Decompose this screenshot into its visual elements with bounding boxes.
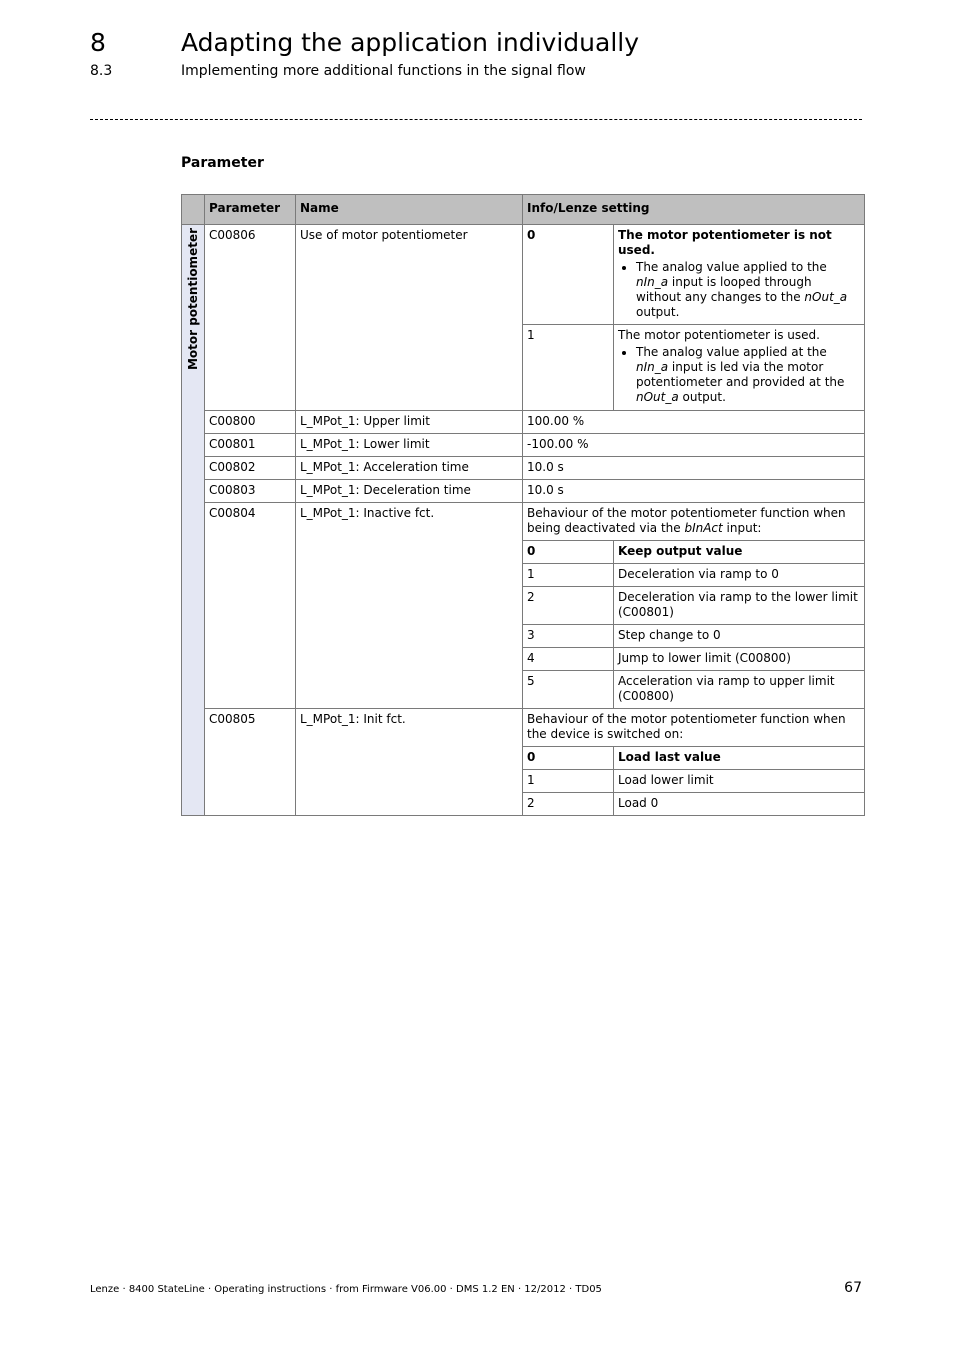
param-name: L_MPot_1: Init fct.	[296, 709, 523, 816]
param-code: C00800	[205, 411, 296, 434]
param-code: C00802	[205, 457, 296, 480]
table-row	[182, 411, 865, 434]
description-text: Behaviour of the motor potentiometer function when being deactivated via the	[527, 506, 846, 535]
option-text: Step change to 0	[614, 625, 865, 648]
param-code: C00805	[205, 709, 296, 816]
option-value: 2	[523, 587, 614, 625]
option-value: 0	[523, 747, 614, 770]
signal-name: nOut_a	[804, 290, 848, 304]
option-text	[614, 225, 865, 325]
section-title: Implementing more additional functions in the signal flow	[181, 63, 586, 79]
option-text: Acceleration via ramp to upper limit (C00800)	[614, 671, 865, 709]
page-number: 67	[844, 1280, 862, 1296]
param-name: L_MPot_1: Acceleration time	[296, 457, 523, 480]
parameter-table	[181, 194, 865, 816]
table-row	[182, 225, 865, 325]
param-value: 10.0 s	[523, 457, 865, 480]
option-bullets	[618, 260, 860, 320]
side-group-cell	[182, 225, 205, 816]
param-name: L_MPot_1: Inactive fct.	[296, 503, 523, 709]
param-name: Use of motor potentiometer	[296, 225, 523, 411]
bullet-item	[636, 260, 860, 320]
option-text: Load lower limit	[614, 770, 865, 793]
option-bullets	[618, 345, 860, 405]
param-code: C00803	[205, 480, 296, 503]
option-value: 0	[523, 541, 614, 564]
param-name: L_MPot_1: Deceleration time	[296, 480, 523, 503]
param-name: L_MPot_1: Lower limit	[296, 434, 523, 457]
param-code: C00806	[205, 225, 296, 411]
side-group-label: Motor potentiometer	[186, 228, 200, 371]
signal-name: nIn_a	[636, 360, 669, 374]
table-row	[182, 480, 865, 503]
signal-name: nOut_a	[636, 390, 679, 404]
table-row	[182, 457, 865, 480]
chapter-title: Adapting the application individually	[181, 28, 640, 57]
option-text	[614, 325, 865, 411]
table-row	[182, 503, 865, 541]
option-text: Keep output value	[614, 541, 865, 564]
table-header-row	[182, 195, 865, 225]
option-value: 3	[523, 625, 614, 648]
bullet-text: input is looped through without any changes to the	[636, 275, 812, 304]
param-value: 10.0 s	[523, 480, 865, 503]
bullet-item	[636, 345, 860, 405]
bullet-text: The analog value applied at the	[636, 345, 827, 359]
chapter-number: 8	[90, 28, 106, 57]
param-value: -100.00 %	[523, 434, 865, 457]
header-parameter: Parameter	[205, 195, 296, 225]
table-row	[182, 709, 865, 747]
option-value: 5	[523, 671, 614, 709]
option-value: 4	[523, 648, 614, 671]
bullet-text: output.	[636, 305, 680, 319]
option-text: Load last value	[614, 747, 865, 770]
header-name: Name	[296, 195, 523, 225]
option-text: Jump to lower limit (C00800)	[614, 648, 865, 671]
option-text: Load 0	[614, 793, 865, 816]
option-value: 2	[523, 793, 614, 816]
header-info: Info/Lenze setting	[523, 195, 865, 225]
signal-name: nIn_a	[636, 275, 669, 289]
table-row	[182, 434, 865, 457]
header-side-cell	[182, 195, 205, 225]
option-value: 1	[523, 770, 614, 793]
bullet-text: output.	[678, 390, 726, 404]
option-title: The motor potentiometer is not used.	[618, 228, 832, 257]
option-value: 0	[523, 225, 614, 325]
option-value: 1	[523, 325, 614, 411]
signal-name: bInAct	[684, 521, 723, 535]
parameter-heading: Parameter	[181, 155, 264, 171]
option-text: Deceleration via ramp to 0	[614, 564, 865, 587]
param-description	[523, 503, 865, 541]
bullet-text: The analog value applied to the	[636, 260, 827, 274]
param-description: Behaviour of the motor potentiometer function when the device is switched on:	[523, 709, 865, 747]
option-text: Deceleration via ramp to the lower limit (C00801)	[614, 587, 865, 625]
footer-text: Lenze · 8400 StateLine · Operating instructions · from Firmware V06.00 · DMS 1.2 EN · 12/2012 · TD05	[90, 1284, 602, 1295]
param-code: C00804	[205, 503, 296, 709]
option-value: 1	[523, 564, 614, 587]
param-name: L_MPot_1: Upper limit	[296, 411, 523, 434]
description-text: input:	[722, 521, 762, 535]
section-number: 8.3	[90, 63, 113, 79]
param-code: C00801	[205, 434, 296, 457]
param-value: 100.00 %	[523, 411, 865, 434]
bullet-text: input is led via the motor potentiometer and provided at the	[636, 360, 845, 389]
header-divider	[90, 119, 862, 120]
option-title: The motor potentiometer is used.	[618, 328, 820, 342]
